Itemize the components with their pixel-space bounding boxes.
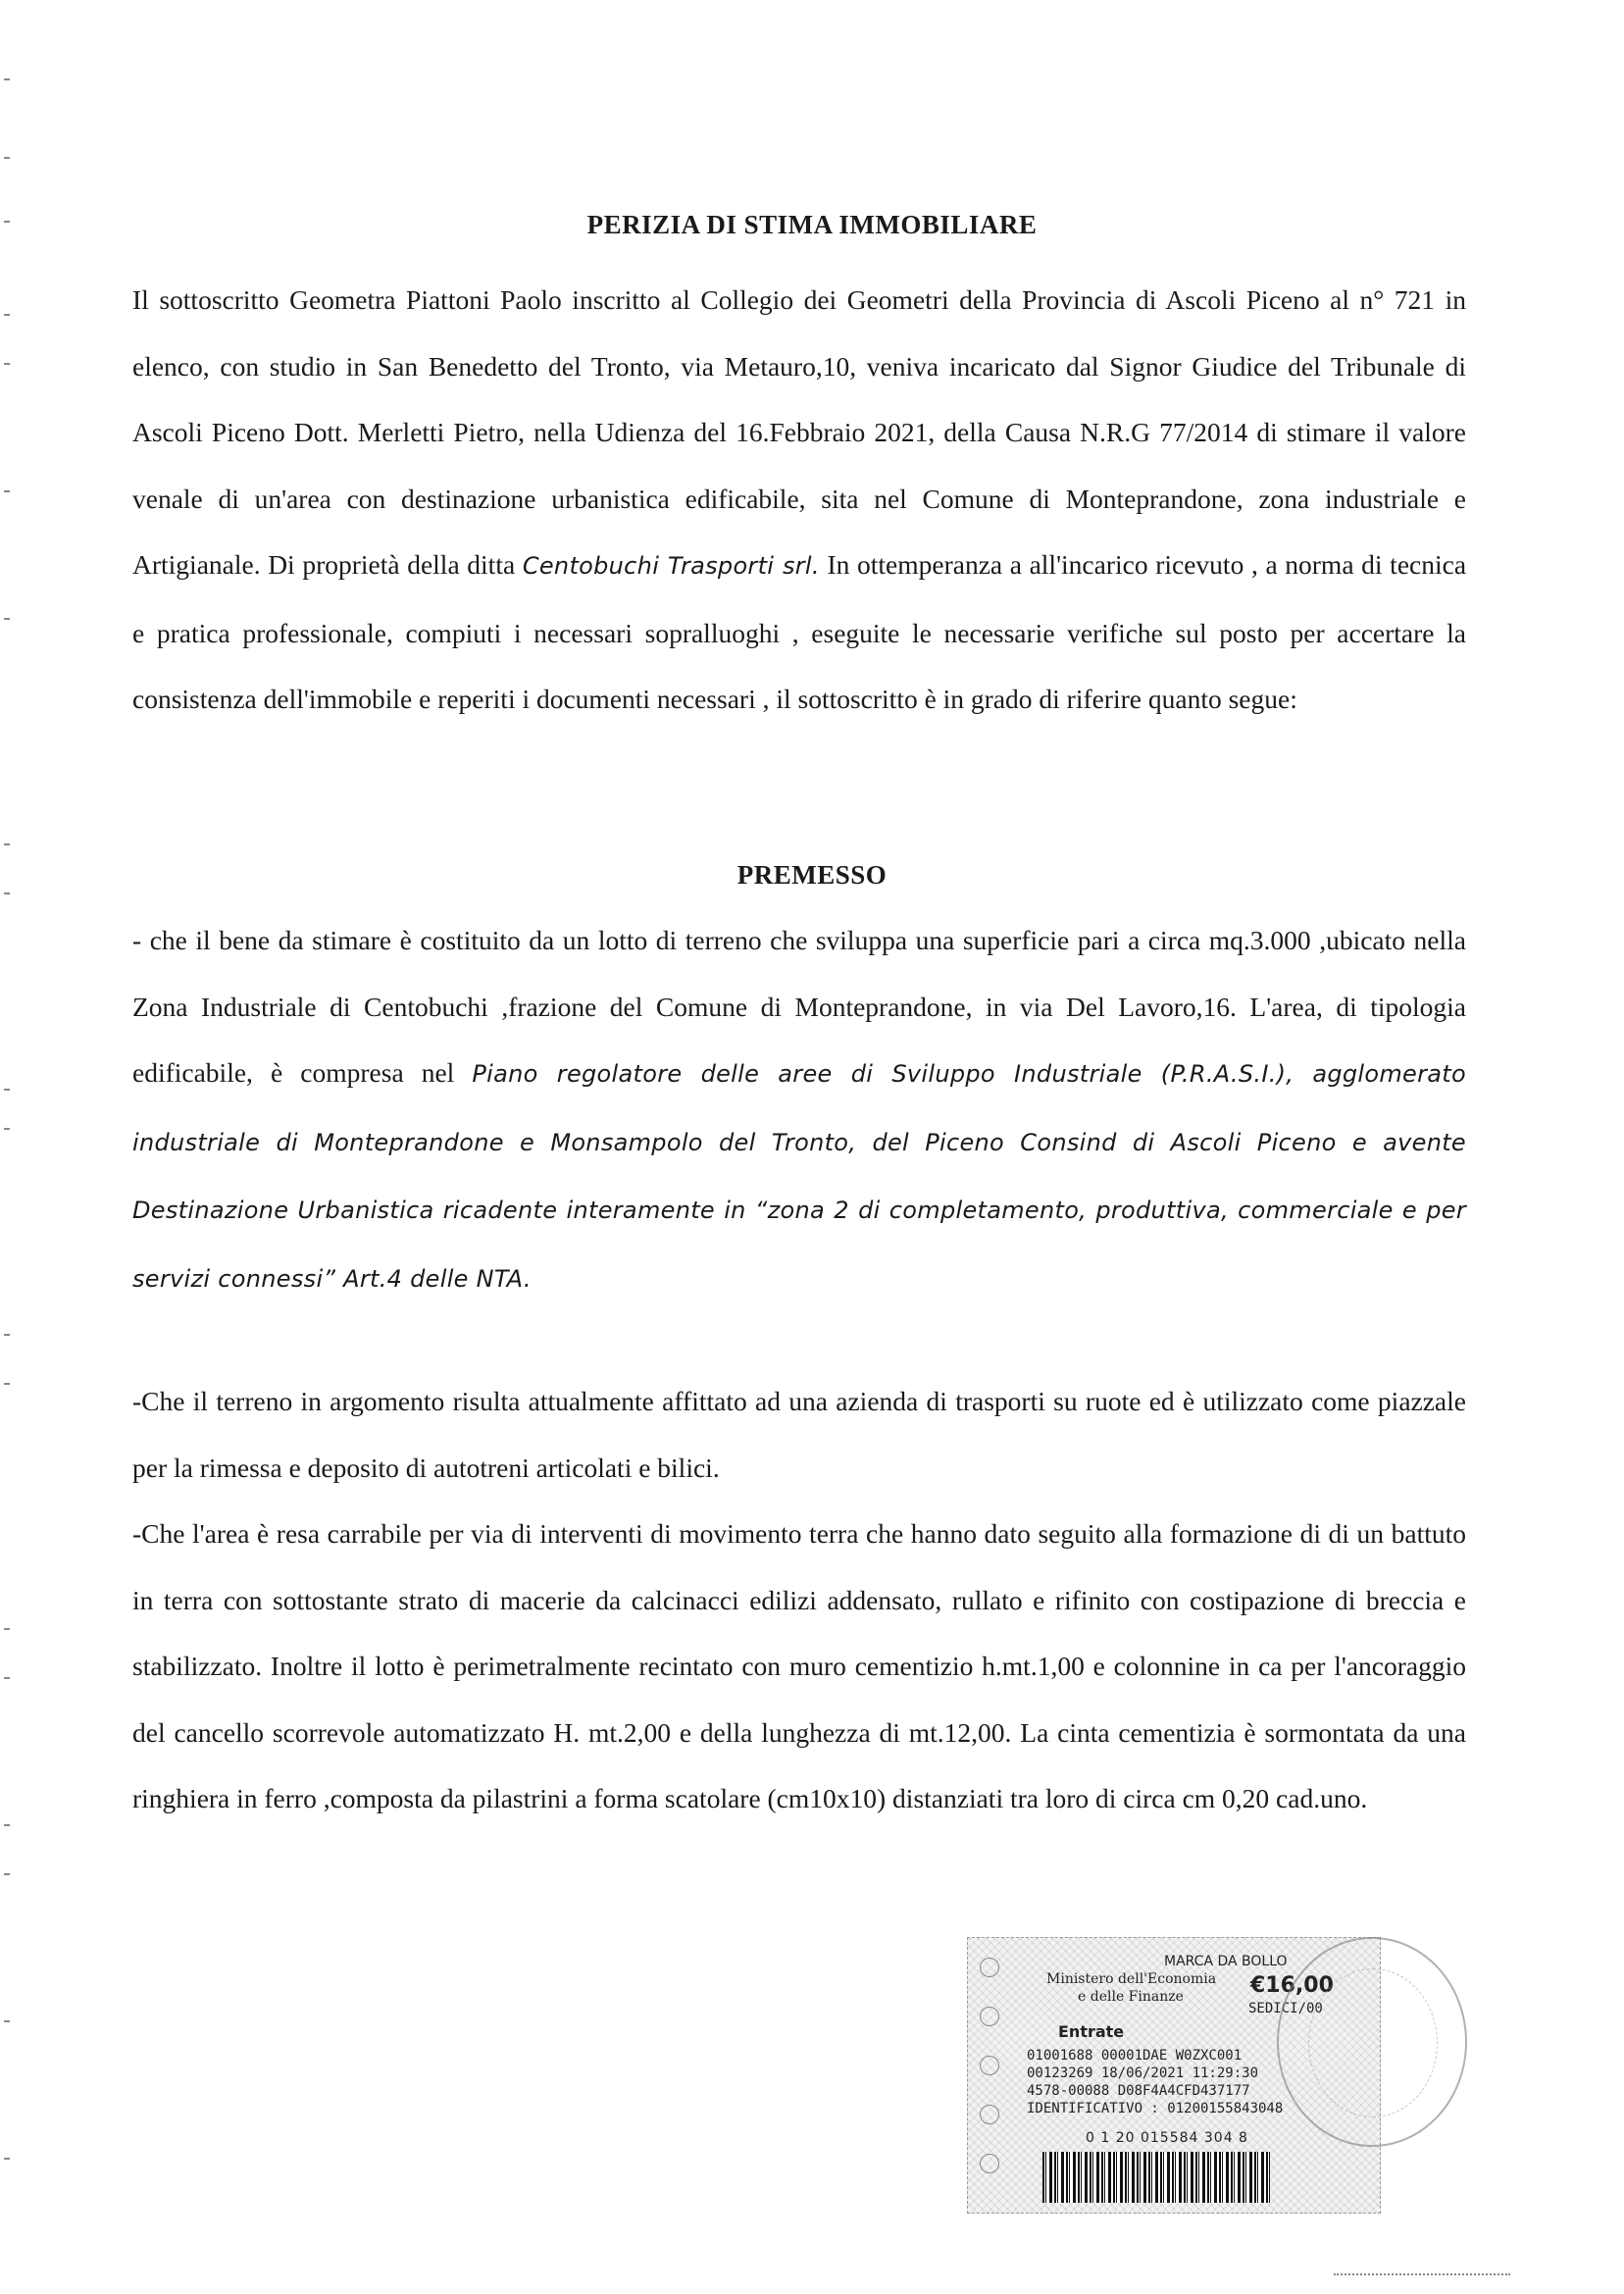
intro-paragraph [132,267,1466,733]
stamp-agency: Entrate [1058,2022,1125,2041]
stamp-value: €16,00 [1250,1973,1334,1998]
intro-text-end: In ottemperanza a all'incarico ricevuto , a norma di tecnica e pratica professionale, compiuti i necessari sopralluoghi , eseguite le necessarie verifiche sul posto per accertare la consistenza dell'immobile e reperiti i documenti necessari , il sottoscritto è in grado di riferire quanto segue: [132,549,1467,714]
document-title: PERIZIA DI STIMA IMMOBILIARE [586,210,1038,239]
barcode [1042,2152,1270,2203]
stamp-identifier: IDENTIFICATIVO : 01200155843048 [1027,2101,1284,2116]
premise-1-text: - che il bene da stimare è costituito da un lotto di terreno che sviluppa una superficie pari a circa mq.3.000 ,ubicato nella Zona Industriale di Centobuchi ,frazione del Comune di Monteprandone, in via Del Lavoro,16. L'area, di tipologia edificabile, è compresa nel [132,925,1466,1088]
premise-1 [132,907,1466,1312]
office-seal [1277,1937,1467,2147]
intro-text: Il sottoscritto Geometra Piattoni Paolo inscritto al Collegio dei Geometri della Provincia di Ascoli Piceno al n° 721 in elenco, con studio in San Benedetto del Tronto, via Metauro,10, veniva incaricato dal Signor Giudice del Tribunale di Ascoli Piceno Dott. Merletti Pietro, nella Udienza del 16.Febbraio 2021, della Causa N.R.G 77/2014 di stimare il valore venale di un'area con destinazione urbanistica edificabile, sita nel Comune di Monteprandone, zona industriale e Artigianale. Di proprietà della ditta [132,284,1466,580]
scan-margin-marks [0,0,20,2294]
stamp-value-words: SEDICI/00 [1248,2001,1323,2016]
stamp-header: MARCA DA BOLLO [1164,1954,1288,1969]
stamp-code-row: 00123269 18/06/2021 11:29:30 [1027,2065,1259,2081]
section-heading: PREMESSO [736,860,888,890]
premise-2: -Che il terreno in argomento risulta attualmente affittato ad una azienda di trasporti su ruote ed è utilizzato come piazzale per la rimessa e deposito di autotreni articolati e bilici. [132,1386,1466,1483]
stamp-ministry-line1: Ministero dell'Economia [1046,1971,1217,1987]
handwritten-company-name: Centobuchi Trasporti srl. [522,552,820,580]
signature-line [1334,2273,1510,2276]
premise-1-handwritten: Piano regolatore delle aree di Sviluppo Industriale (P.R.A.S.I.), agglomerato industriale di Monteprandone e Monsampolo del Tronto, del Piceno Consind di Ascoli Piceno e avente Destinazione Urbanistica ricadente interamente in “zona 2 di completamento, produttiva, commerciale e per servizi connessi” Art.4 delle NTA. [132,1060,1466,1293]
premise-3: -Che l'area è resa carrabile per via di interventi di movimento terra che hanno dato seguito alla formazione di di un battuto in terra con sottostante strato di macerie da calcinacci edilizi addensato, rullato e rifinito con costipazione di breccia e stabilizzato. Inoltre il lotto è perimetralmente recintato con muro cementizio h.mt.1,00 e colonnine in ca per l'ancoraggio del cancello scorrevole automatizzato H. mt.2,00 e della lunghezza di mt.12,00. La cinta cementizia è sormontata da una ringhiera in ferro ,composta da pilastrini a forma scatolare (cm10x10) distanziati tra loro di circa cm 0,20 cad.uno. [132,1518,1466,1813]
stamp-code-row: 01001688 00001DAE W0ZXC001 [1027,2048,1243,2064]
office-seal-inner-ring [1308,1968,1438,2117]
stamp-code-row: 4578-00088 D08F4A4CFD437177 [1027,2083,1250,2099]
barcode-number: 0 1 20 015584 304 8 [1086,2130,1248,2146]
stamp-ministry-line2: e delle Finanze [1078,1989,1184,2005]
stamp-security-marks [976,1948,1003,2203]
